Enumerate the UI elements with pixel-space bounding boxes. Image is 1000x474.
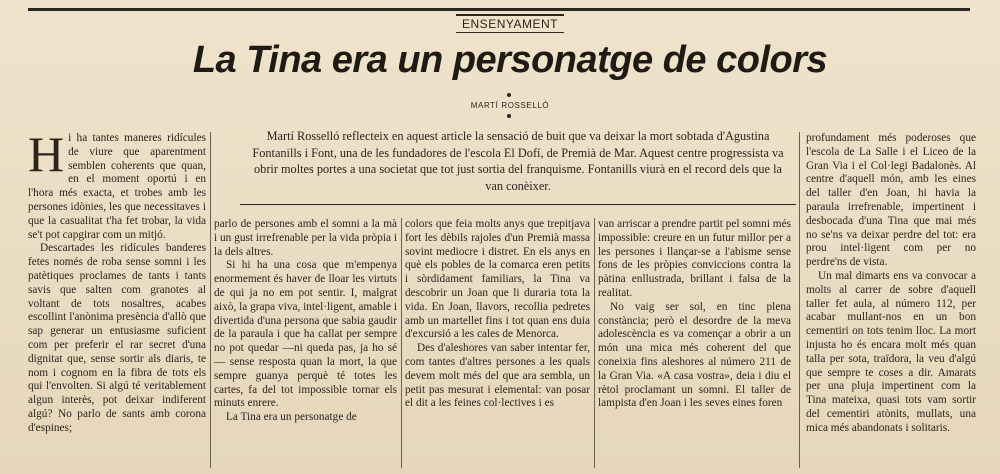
lead-divider [240,204,796,205]
byline: MARTÍ ROSSELLÓ [470,101,550,110]
paragraph: Un mal dimarts ens va convocar a molts al carrer de sobre d'aquell taller fet aula, al número 112, per acabar mullant-nos en un bon cementiri on tots tenim lloc. La mort injusta ho és encara molt més quan talla per sota, traïdora, la veu d'algú que sempre te coses a dir. Amarats per una pluja impertinent com la Tina mateixa, quasi tots vam sortir del cementiri atònits, mullats, una mica més abandonats i solitaris. [806,269,976,434]
paragraph: parlo de persones amb el somni a la mà i un gust irrefrenable per la vida pròpia i la dels altres. [214,218,397,258]
paragraph: No vaig ser sol, en tinc plena constància; però el desordre de la meva adolescència es va començar a obrir a un món una mica més coherent del que coneixia fins aleshores al número 211 de la Gran Via. «A casa vostra», deia i diu el rètol proclamant un somni. El taller de lampista d'en Joan i les seves eines foren [598,300,791,410]
column-divider [401,218,402,468]
paragraph: colors que feia molts anys que trepitjava fort les dèbils rajoles d'un Premià massa sovint mediocre i distret. En els anys en què els pobles de la comarca eren petits i sòrdidament familiars, la Tina va descobrir un Joan que li duraria tota la vida. En Joan, llavors, recollia pedretes amb un martellet fins i tot quan ens duia d'excursió a les cales de Menorca. [405,218,590,341]
drop-cap: H [28,126,65,182]
lead-paragraph: Martí Rosselló reflecteix en aquest article la sensació de buit que va deixar la mort sobtada d'Agustina Fontanills i Font, una de les fundadores de l'escola El Dofí, de Premià de Mar. Aquest centre progressista va obrir moltes portes a una societat que tot just sortia del franquisme. Fontanills viurà en el record dels que la van conèixer. [252,129,784,193]
article-column-5 [806,132,976,436]
byline-ornament [507,114,511,118]
paragraph: Si hi ha una cosa que m'empenya enormement és haver de lloar les virtuts de qui ja no em pot sentir. I, malgrat això, la grapa viva, intel·ligent, amable i divertida d'una persona que sabia gaudir de la paraula i que ha callat per sempre no pot quedar —ni queda pas, ja ho sé— sense resposta quan la mort, la que sempre guanya perquè té totes les cartes, fa del tot impossible tornar els minuts enrere. [214,259,397,410]
article-column-4 [598,218,791,411]
column-divider [594,218,595,468]
paragraph: La Tina era un personatge de [226,411,357,424]
article-column-1 [28,126,206,436]
byline-ornament [507,93,511,97]
headline: La Tina era un personatge de colors [192,39,828,81]
paragraph: Descartades les ridícules banderes fetes només de roba sense somni i les patètiques proclames de tants i tants savis que salten com granotes al voltant de tots nosaltres, acabes escollint l'anònima presència d'allò que sap generar un entusiasme suficient com per preferir el rar secret d'una dignitat que, sense sortir als diaris, te nom i cognom en la fibra de tots els qui l'envolten. Si algú té veritablement algun interès, pot deixar indiferent algú? No parlo de sants amb corona d'espines; [28,242,206,434]
paragraph: van arriscar a prendre partit pel somni més impossible: creure en un futur millor per a les persones i llançar-se a l'abisme sense fons de les pròpies conviccions contra la pàtina enllustrada, brillant i falsa de la realitat. [598,218,791,299]
article-column-3 [405,218,590,411]
column-divider [799,132,800,468]
column-divider [210,132,211,468]
paragraph: Des d'aleshores van saber intentar fer, com tantes d'altres persones a les quals devem molt més del que ara sembla, un petit pas mesurat i elemental: van posar el dit a les feines col·lectives i es [405,342,590,410]
paragraph-text: i ha tantes maneres ridícules de viure que aparentment semblen coherents que quan, en el moment oportú i en l'hora més exacta, et trobes amb les persones idònies, les que necessitaves i que la casualitat t'ha fet trobar, la vida se't pot capgirar com un mitjó. [28,132,206,241]
top-rule [28,8,970,11]
article-column-2 [214,218,397,425]
paragraph: profundament més poderoses que l'escola de La Salle i el Liceo de la Gran Via i el Col·legi Badalonès. Al centre d'aquell món, amb les eines del taller d'en Joan, hi havia la paraula irrefrenable, impertinent i desbocada d'una Tina que mai més no se'ns va deixar perdre del tot: era prou intel·ligent com per no perdre'ns de vista. [806,132,976,269]
paragraph [28,126,206,242]
section-label: ENSENYAMENT [456,14,564,33]
